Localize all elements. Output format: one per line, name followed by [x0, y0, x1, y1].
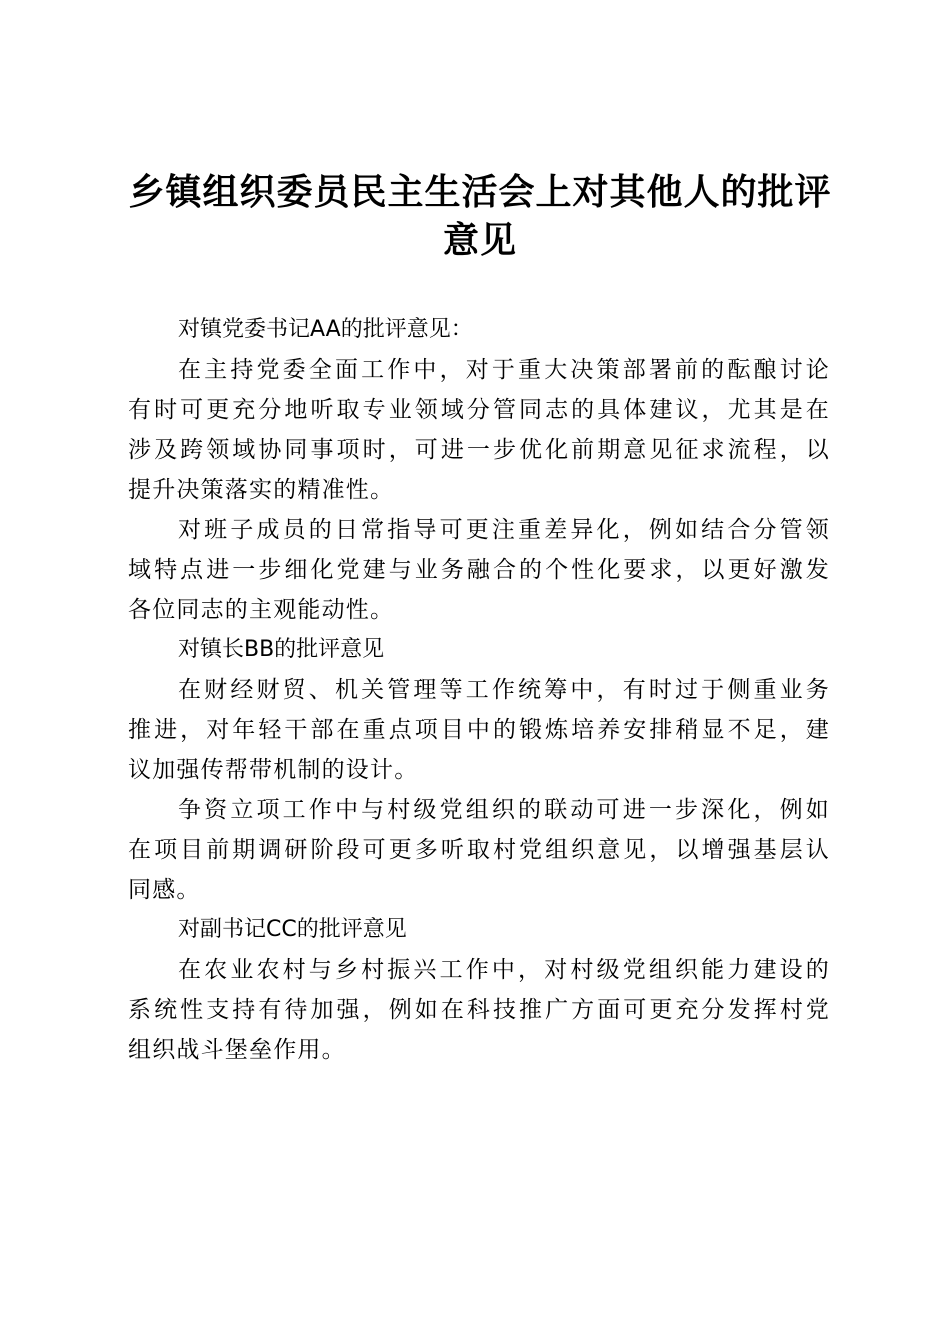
paragraph-line: 提升决策落实的精准性。: [128, 477, 395, 503]
paragraph-line: 议加强传帮带机制的设计。: [128, 757, 419, 783]
paragraph-line: 涉及跨领域协同事项时，可进一步优化前期意见征求流程，以: [128, 437, 830, 463]
paragraph-line: 推进，对年轻干部在重点项目中的锻炼培养安排稍显不足，建: [128, 717, 830, 743]
section-heading: 对副书记CC的批评意见: [178, 917, 407, 942]
paragraph-line: 组织战斗堡垒作用。: [128, 1037, 346, 1063]
paragraph-line: 对班子成员的日常指导可更注重差异化，例如结合分管领: [178, 517, 830, 543]
section-heading: 对镇长BB的批评意见: [178, 637, 385, 662]
section-secretary-aa: [128, 310, 830, 630]
document-body: [128, 310, 830, 1070]
paragraph: [128, 350, 830, 510]
section-mayor-bb: [128, 630, 830, 910]
section-deputy-secretary-cc: [128, 910, 830, 1070]
paragraph-line: 各位同志的主观能动性。: [128, 597, 395, 623]
paragraph-line: 有时可更充分地听取专业领域分管同志的具体建议，尤其是在: [128, 397, 830, 423]
paragraph-line: 在农业农村与乡村振兴工作中，对村级党组织能力建设的: [178, 957, 830, 983]
paragraph-line: 在主持党委全面工作中，对于重大决策部署前的酝酿讨论: [178, 357, 830, 383]
paragraph-line: 同感。: [128, 877, 201, 903]
paragraph: [128, 790, 830, 910]
paragraph: [128, 670, 830, 790]
paragraph-line: 在财经财贸、机关管理等工作统筹中，有时过于侧重业务: [178, 677, 830, 703]
paragraph-line: 在项目前期调研阶段可更多听取村党组织意见，以增强基层认: [128, 837, 830, 863]
paragraph: [128, 950, 830, 1070]
section-heading: 对镇党委书记AA的批评意见：: [178, 317, 473, 342]
paragraph: [128, 510, 830, 630]
document-title: 乡镇组织委员民主生活会上对其他人的批评意见: [128, 171, 832, 261]
paragraph-line: 系统性支持有待加强，例如在科技推广方面可更充分发挥村党: [128, 997, 830, 1023]
paragraph-line: 域特点进一步细化党建与业务融合的个性化要求，以更好激发: [128, 557, 830, 583]
paragraph-line: 争资立项工作中与村级党组织的联动可进一步深化，例如: [178, 797, 830, 823]
